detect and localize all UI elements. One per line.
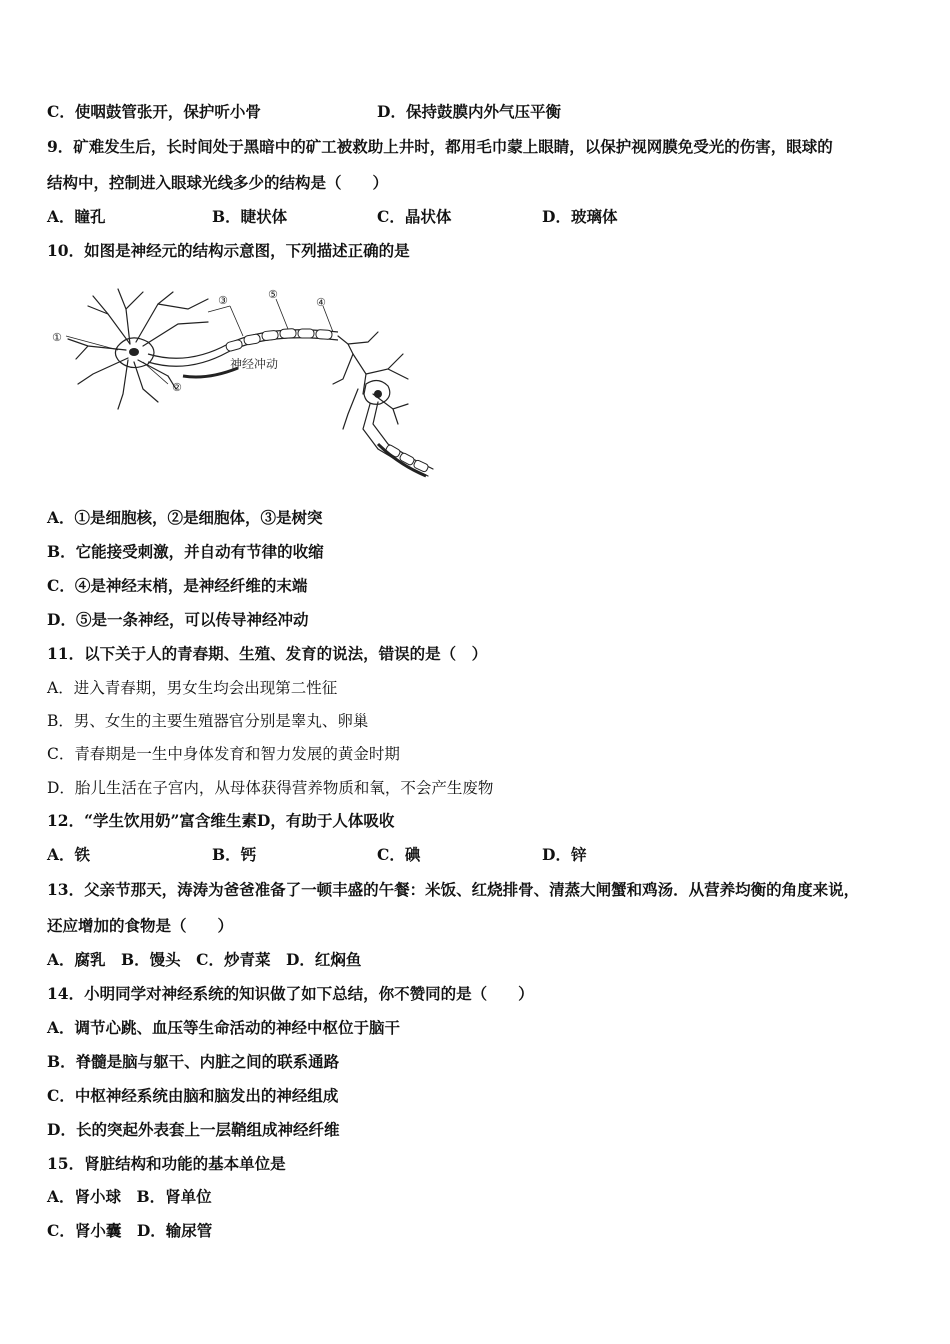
- q11-option-d: D．胎儿生活在子宫内，从母体获得营养物质和氧，不会产生废物: [47, 779, 494, 797]
- q10-option-c: C．④是神经末梢，是神经纤维的末端: [47, 576, 308, 595]
- q11-option-b: B．男、女生的主要生殖器官分别是睾丸、卵巢: [47, 712, 369, 730]
- label-3: ③: [218, 294, 228, 307]
- q15-options-cd: C．肾小囊 D．输尿管: [47, 1221, 213, 1240]
- q12-option-d: D．锌: [542, 845, 587, 864]
- q14-option-b: B．脊髓是脑与躯干、内脏之间的联系通路: [47, 1052, 340, 1071]
- q10-option-a: A．①是细胞核，②是细胞体，③是树突: [47, 508, 323, 527]
- q8-option-d: D．保持鼓膜内外气压平衡: [377, 102, 561, 121]
- q10-option-b: B．它能接受刺激，并自动有节律的收缩: [47, 542, 324, 561]
- q9-option-b: B．睫状体: [212, 207, 288, 226]
- q14-option-a: A．调节心跳、血压等生命活动的神经中枢位于脑干: [47, 1018, 401, 1037]
- q8-option-c: C．使咽鼓管张开，保护听小骨: [47, 102, 261, 121]
- q14-option-c: C．中枢神经系统由脑和脑发出的神经组成: [47, 1086, 339, 1105]
- label-2: ②: [172, 381, 182, 394]
- q12-option-a: A．铁: [47, 845, 91, 864]
- q13-options: A．腐乳 B．馒头 C．炒青菜 D．红焖鱼: [47, 950, 362, 969]
- impulse-label: 神经冲动: [230, 357, 279, 371]
- q9-option-a: A．瞳孔: [47, 207, 106, 226]
- q9-option-d: D．玻璃体: [542, 207, 618, 226]
- q14-stem: 14．小明同学对神经系统的知识做了如下总结，你不赞同的是（ ）: [47, 984, 534, 1003]
- q9-stem-line2: 结构中，控制进入眼球光线多少的结构是（ ）: [47, 173, 389, 192]
- q15-options-ab: A．肾小球 B．肾单位: [47, 1187, 212, 1206]
- q10-option-d: D．⑤是一条神经，可以传导神经冲动: [47, 610, 309, 629]
- q13-stem-line1: 13．父亲节那天，涛涛为爸爸准备了一顿丰盛的午餐：米饭、红烧排骨、清蒸大闸蟹和鸡汤．从营养均衡的角度来说，: [47, 880, 860, 899]
- q9-option-c: C．晶状体: [377, 207, 452, 226]
- q12-option-c: C．碘: [377, 845, 421, 864]
- q12-stem: 12．“学生饮用奶”富含维生素D，有助于人体吸收: [47, 811, 395, 830]
- q14-option-d: D．长的突起外表套上一层鞘组成神经纤维: [47, 1120, 340, 1139]
- q15-stem: 15．肾脏结构和功能的基本单位是: [47, 1154, 286, 1173]
- q9-stem-line1: 9．矿难发生后，长时间处于黑暗中的矿工被救助上井时，都用毛巾蒙上眼睛，以保护视网膜免受光的伤害，眼球的: [47, 137, 833, 156]
- q11-option-c: C．青春期是一生中身体发育和智力发展的黄金时期: [47, 745, 400, 763]
- q13-stem-line2: 还应增加的食物是（ ）: [47, 916, 234, 935]
- neuron-diagram: [48, 284, 440, 484]
- q12-option-b: B．钙: [212, 845, 257, 864]
- label-1: ①: [52, 331, 62, 344]
- label-5: ⑤: [268, 288, 278, 301]
- q11-stem: 11．以下关于人的青春期、生殖、发育的说法，错误的是（ ）: [47, 644, 488, 663]
- q11-option-a: A．进入青春期，男女生均会出现第二性征: [47, 679, 338, 697]
- q10-stem: 10．如图是神经元的结构示意图，下列描述正确的是: [47, 241, 410, 260]
- label-4: ④: [316, 296, 326, 309]
